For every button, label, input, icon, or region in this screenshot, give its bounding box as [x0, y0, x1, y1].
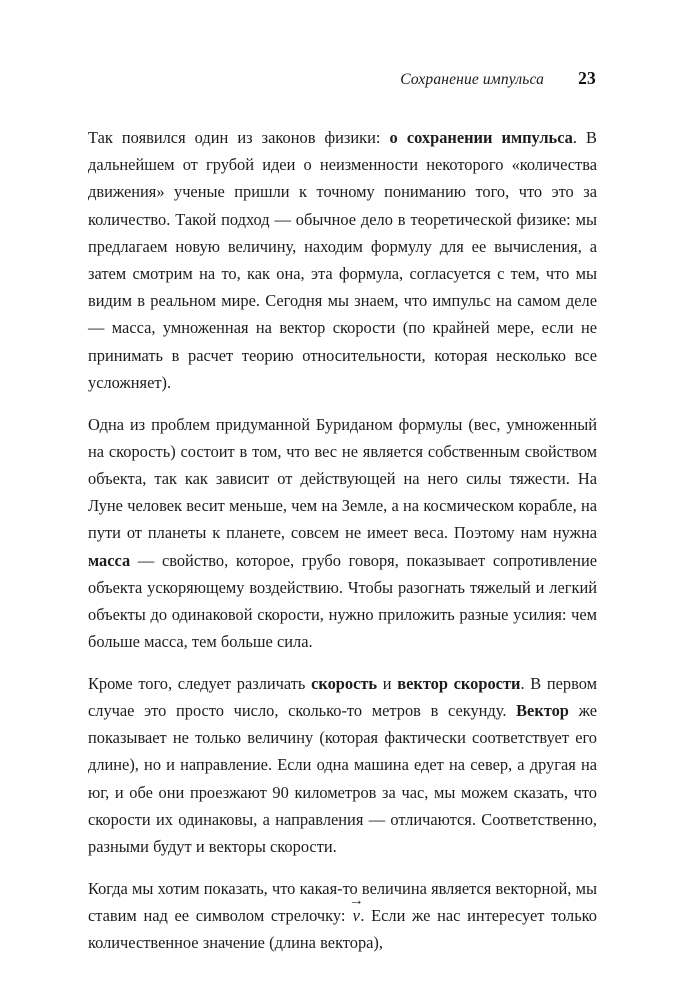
running-head: [88, 68, 596, 89]
body-text-block: [88, 124, 597, 956]
emphasized-term: Вектор: [516, 701, 569, 721]
emphasized-term: скорость: [311, 673, 378, 693]
vector-arrow-icon: →: [348, 893, 364, 910]
paragraph: Когда мы хотим показать, что какая-то величина является векторной, мы ставим над ее символом стрелочку: v → . Если же нас интересует только количественное значение (длина вектора),: [88, 878, 597, 953]
emphasized-term: вектор скорости: [397, 673, 521, 693]
emphasized-term: о сохранении импульса: [389, 128, 573, 147]
vector-notation-symbol: v →: [348, 893, 364, 925]
emphasized-term: масса: [88, 550, 131, 570]
paragraph: Одна из проблем придуманной Буриданом формулы (вес, умноженный на скорость) состоит в том, что вес не является собственным свойством объекта, так как зависит от действующей на него силы тяжести. На Луне человек весит меньше, чем на Земле, а на космическом корабле, на пути от планеты к планете, совсем не имеет веса. Поэтому нам нужна масса — свойство, которое, грубо говоря, показывает сопротивление объекта ускоряющему воздействию. Чтобы разогнать тяжелый и легкий объекты до одинаковой скорости, нужно приложить разные усилия: чем больше масса, тем больше сила.: [88, 414, 597, 652]
chapter-title: Сохранение импульса: [400, 71, 544, 88]
paragraph: Кроме того, следует различать скорость и вектор скорости. В первом случае это просто число, сколько-то метров в секунду. Вектор же показывает не только величину (которая фактически соответствует его длине), но и направление. Если одна машина едет на север, а другая на юг, и обе они проезжают 90 километров за час, мы можем сказать, что скорости их одинаковы, а направления — отличаются. Соответственно, разными будут и векторы скорости.: [88, 673, 597, 857]
paragraph: Так появился один из законов физики: о сохранении импульса. В дальнейшем от грубой идеи о неизменности некоторого «количества движения» ученые пришли к точному пониманию того, что это за количество. Такой подход — обычное дело в теоретической физике: мы предлагаем новую величину, находим формулу для ее вычисления, а затем смотрим на то, как она, эта формула, согласуется с тем, что мы видим в реальном мире. Сегодня мы знаем, что импульс на самом деле — масса, умноженная на вектор скорости (по крайней мере, если не принимать в расчет теорию относительности, которая несколько все усложняет).: [88, 128, 597, 392]
page-number: 23: [578, 68, 596, 88]
